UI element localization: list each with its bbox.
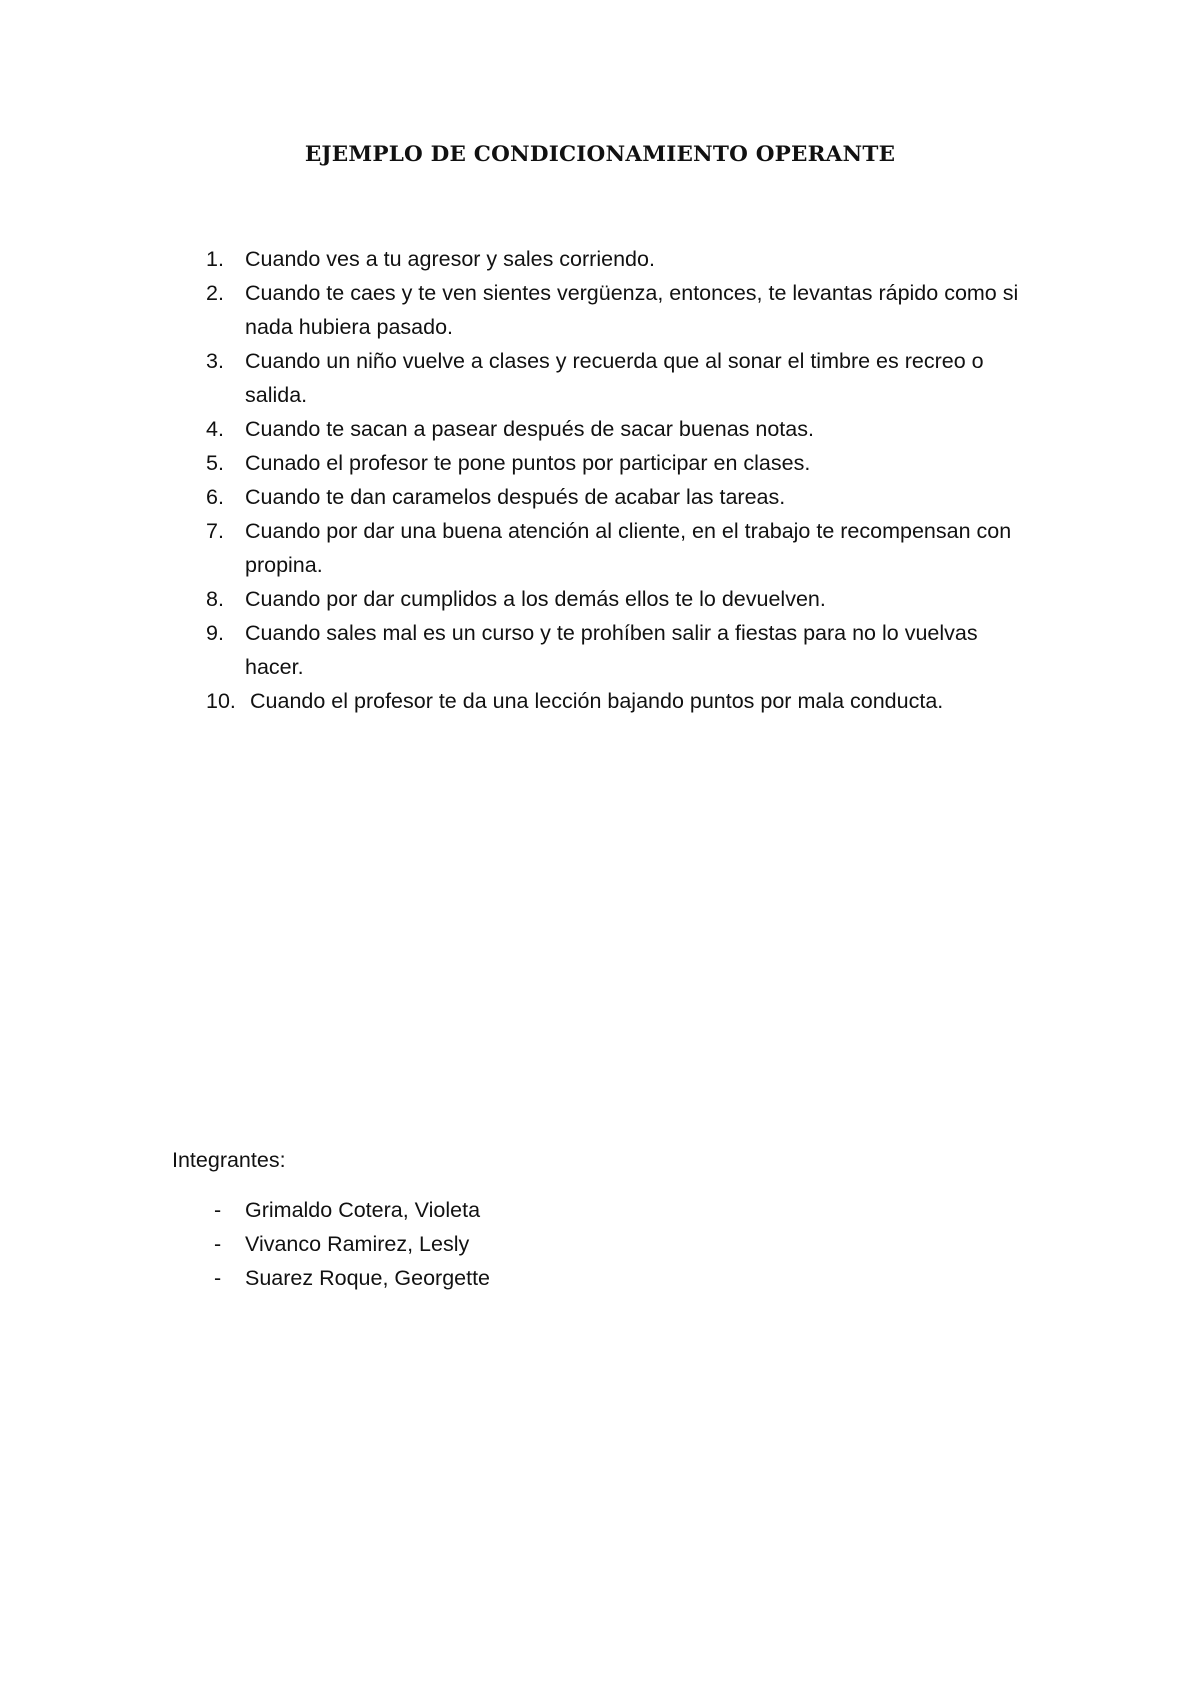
member-dash: - [214,1198,222,1222]
list-item-number: 4. [206,417,224,441]
list-item [200,446,1040,480]
list-item [200,344,1040,412]
member-dash: - [214,1266,222,1290]
document-title: EJEMPLO DE CONDICIONAMIENTO OPERANTE [304,142,896,167]
list-item-text: Cunado el profesor te pone puntos por participar en clases. [245,451,811,475]
list-item-text: Cuando por dar cumplidos a los demás ellos te lo devuelven. [245,587,826,611]
list-item-text: Cuando sales mal es un curso y te prohíben salir a fiestas para no lo vuelvas hacer. [245,621,978,679]
list-item-text: Cuando ves a tu agresor y sales corriendo. [245,247,655,271]
member-item [200,1227,490,1261]
list-item [200,276,1040,344]
list-item-text: Cuando por dar una buena atención al cliente, en el trabajo te recompensan con propina. [245,519,1012,577]
list-item [200,582,1040,616]
list-item-text: Cuando te sacan a pasear después de sacar buenas notas. [245,417,814,441]
examples-list [200,242,1040,718]
list-item [200,514,1040,582]
list-item-number: 1. [206,247,224,271]
list-item-number: 2. [206,281,224,305]
member-name: Suarez Roque, Georgette [245,1266,491,1290]
member-name: Grimaldo Cotera, Violeta [245,1198,481,1222]
member-name: Vivanco Ramirez, Lesly [245,1232,470,1256]
members-label: Integrantes: [172,1148,286,1172]
member-item [200,1193,490,1227]
list-item [200,412,1040,446]
list-item-number: 6. [206,485,224,509]
members-list [200,1193,490,1295]
list-item [200,480,1040,514]
list-item-number: 8. [206,587,224,611]
list-item-number: 5. [206,451,224,475]
list-item [200,684,1040,718]
list-item-text: Cuando el profesor te da una lección bajando puntos por mala conducta. [250,689,944,713]
list-item-text: Cuando te caes y te ven sientes vergüenza, entonces, te levantas rápido como si nada hubiera pasado. [245,281,1019,339]
list-item-number: 3. [206,349,224,373]
list-item-text: Cuando un niño vuelve a clases y recuerda que al sonar el timbre es recreo o salida. [245,349,984,407]
list-item-number: 10. [206,689,236,713]
member-dash: - [214,1232,222,1256]
member-item [200,1261,490,1295]
list-item-text: Cuando te dan caramelos después de acabar las tareas. [245,485,786,509]
list-item [200,616,1040,684]
list-item [200,242,1040,276]
list-item-number: 9. [206,621,224,645]
list-item-number: 7. [206,519,224,543]
